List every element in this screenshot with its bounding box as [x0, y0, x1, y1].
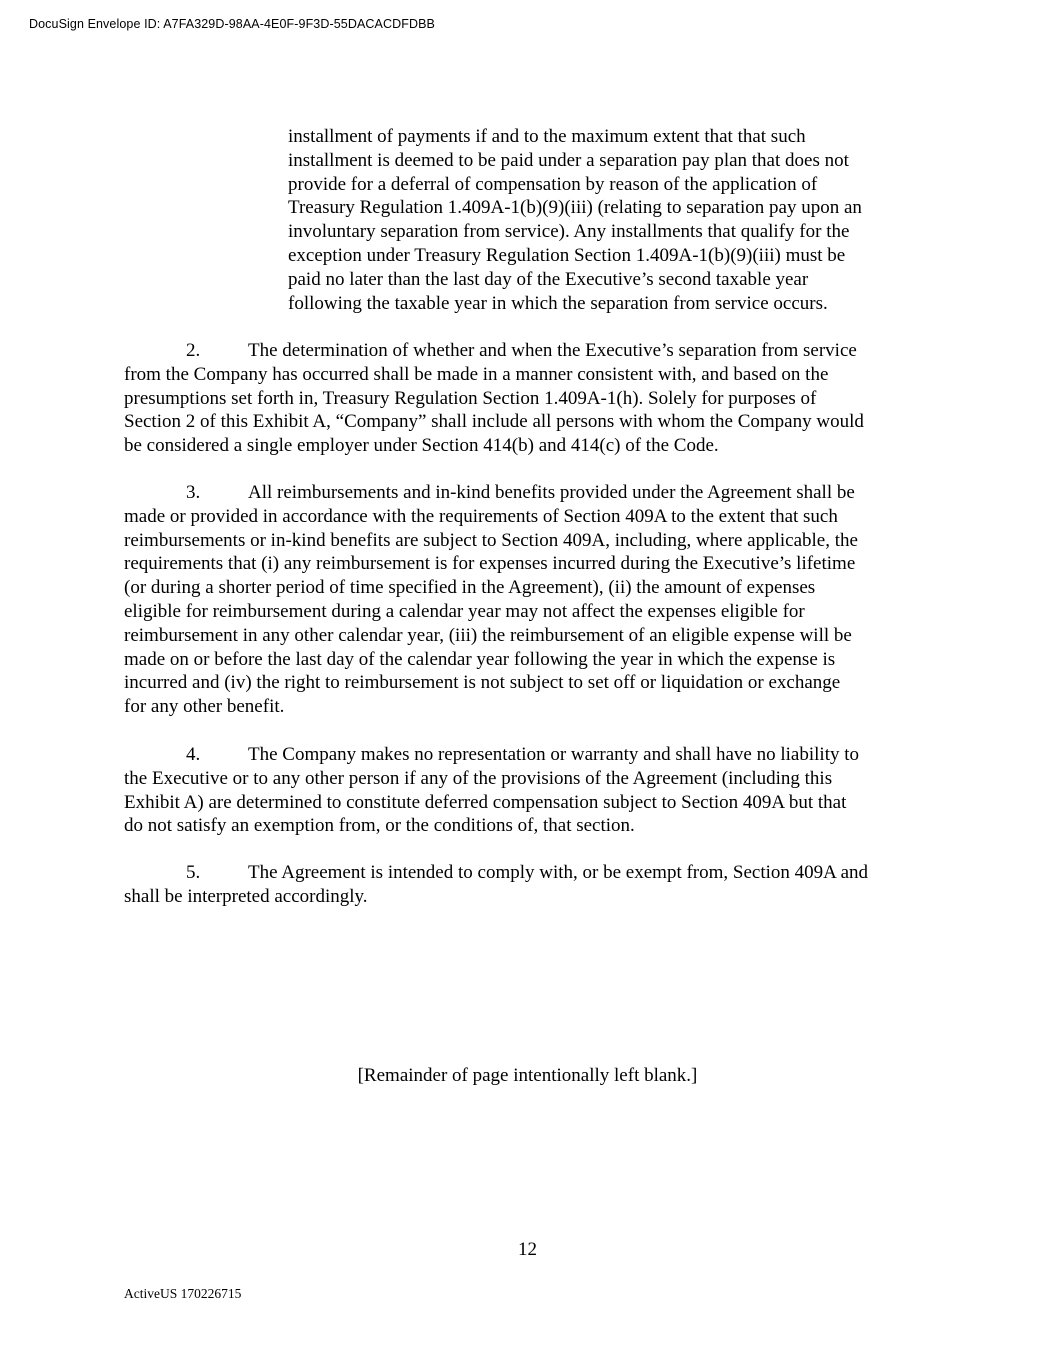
- text-line: exception under Treasury Regulation Section 1.409A-1(b)(9)(iii) must be: [288, 244, 846, 266]
- text-line: installment of payments if and to the maximum extent that that such: [288, 126, 806, 147]
- text-line: involuntary separation from service). Any installments that qualify for the: [288, 221, 850, 243]
- section-number: 3.: [186, 482, 201, 503]
- text-line: following the taxable year in which the separation from service occurs.: [288, 292, 828, 314]
- text-line: 3. All reimbursements and in-kind benefits provided under the Agreement shall be: [186, 482, 855, 503]
- section-5-paragraph: [124, 861, 868, 909]
- section-number: 4.: [186, 744, 201, 765]
- text-line: provide for a deferral of compensation by reason of the application of: [288, 173, 818, 195]
- text-line: eligible for reimbursement during a calendar year may not affect the expenses eligible for: [124, 600, 805, 622]
- text-line: requirements that (i) any reimbursement is for expenses incurred during the Executive’s lifetime: [124, 553, 856, 575]
- footer-doc-id: ActiveUS 170226715: [124, 1286, 242, 1301]
- text-line: presumptions set forth in, Treasury Regulation Section 1.409A-1(h). Solely for purposes of: [124, 387, 817, 409]
- text-line: the Executive or to any other person if any of the provisions of the Agreement (including this: [124, 767, 833, 789]
- text-line: made on or before the last day of the calendar year following the year in which the expense is: [124, 648, 836, 670]
- text-line: reimbursements or in-kind benefits are subject to Section 409A, including, where applicable, the: [124, 529, 858, 551]
- text-line: Treasury Regulation 1.409A-1(b)(9)(iii) (relating to separation pay upon an: [288, 197, 862, 219]
- text-line: 2. The determination of whether and when the Executive’s separation from service: [186, 340, 857, 361]
- text-line: do not satisfy an exemption from, or the conditions of, that section.: [124, 815, 635, 837]
- remainder-note: [Remainder of page intentionally left blank.]: [357, 1065, 698, 1086]
- continuation-paragraph: [288, 125, 862, 315]
- text-line: incurred and (iv) the right to reimbursement is not subject to set off or liquidation or exchange: [124, 672, 841, 694]
- section-number: 5.: [186, 862, 201, 883]
- text-line: 4. The Company makes no representation or warranty and shall have no liability to: [186, 744, 859, 765]
- page-number: 12: [518, 1239, 537, 1260]
- text-line: installment is deemed to be paid under a separation pay plan that does not: [288, 149, 849, 171]
- text-line: Section 2 of this Exhibit A, “Company” shall include all persons with whom the Company would: [124, 411, 864, 433]
- text-line: be considered a single employer under Section 414(b) and 414(c) of the Code.: [124, 435, 719, 457]
- section-number: 2.: [186, 340, 201, 361]
- section-3-paragraph: [124, 481, 858, 719]
- text-line: made or provided in accordance with the requirements of Section 409A to the extent that such: [124, 505, 838, 527]
- text-line: paid no later than the last day of the Executive’s second taxable year: [288, 268, 809, 290]
- text-line: 5. The Agreement is intended to comply with, or be exempt from, Section 409A and: [186, 862, 869, 883]
- section-2-paragraph: [124, 339, 864, 458]
- section-4-paragraph: [124, 743, 859, 838]
- text-line: (or during a shorter period of time specified in the Agreement), (ii) the amount of expenses: [124, 577, 816, 599]
- text-line: from the Company has occurred shall be made in a manner consistent with, and based on the: [124, 363, 829, 385]
- docusign-envelope-id: DocuSign Envelope ID: A7FA329D-98AA-4E0F-9F3D-55DACACDFDBB: [29, 17, 435, 31]
- text-line: Exhibit A) are determined to constitute deferred compensation subject to Section 409A but that: [124, 791, 847, 813]
- text-line: shall be interpreted accordingly.: [124, 885, 368, 907]
- text-line: reimbursement in any other calendar year, (iii) the reimbursement of an eligible expense will be: [124, 624, 852, 646]
- text-line: for any other benefit.: [124, 696, 285, 718]
